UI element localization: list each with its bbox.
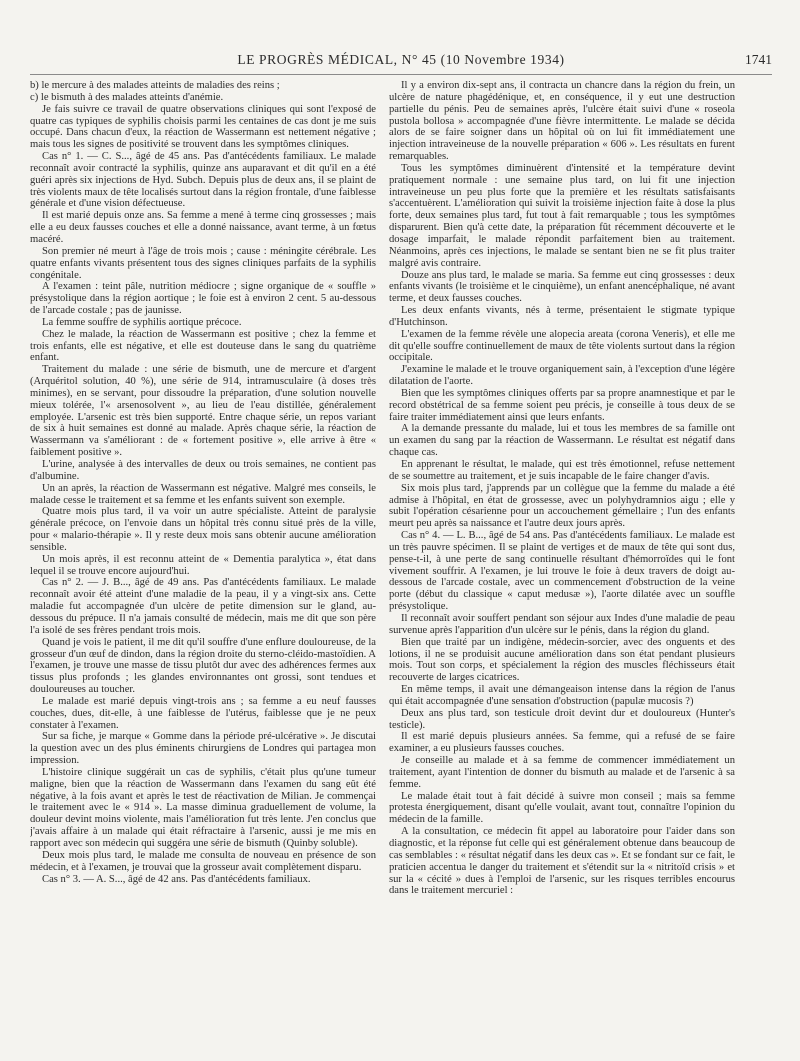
paragraph: A la consultation, ce médecin fit appel au laboratoire pour l'aider dans son diagnostic, et la réponse fut celle qui est généralement obtenue dans beaucoup de cas semblables : « résultat négatif dans les deux cas ». Et se fondant sur ce fait, le praticien accentua le danger du traitement et s'étendit sur la « nitritoïd crisis » et sur la « cécité » dues à l'emploi de l'arsenic, sur les risques terribles encourus dans le traitement mercuriel : (389, 826, 735, 897)
case-2-paragraph: Cas n° 2. — J. B..., âgé de 49 ans. Pas d'antécédents familiaux. Le malade reconnaît avoir été atteint d'une maladie de la peau, il y a vingt-six ans. Cette maladie fut accompagnée d'un ulcère de petite dimension sur le gland, au-dessous du prépuce. Il n'a jamais consulté de médecin, mais me dit que son père l'a isolé de ses frères pendant trois mois. (30, 577, 376, 636)
paragraph: Le malade est marié depuis vingt-trois ans ; sa femme a eu neuf fausses couches, dues, dit-elle, à une faiblesse de l'utérus, faiblesse que je ne peux constater à l'examen. (30, 695, 376, 731)
paragraph: Les deux enfants vivants, nés à terme, présentaient le stigmate typique d'Hutchinson. (389, 305, 735, 328)
paragraph: Chez le malade, la réaction de Wassermann est positive ; chez la femme et trois enfants, elle est négative, et elle est douteuse dans le sang du quatrième enfant. (30, 328, 376, 364)
paragraph: Son premier né meurt à l'âge de trois mois ; cause : méningite cérébrale. Les quatre enfants vivants présentent tous des signes cliniques parfaits de la syphilis congénitale. (30, 245, 376, 281)
paragraph: Il y a environ dix-sept ans, il contracta un chancre dans la région du frein, un ulcère de nature phagédénique, et, en conséquence, il y eut une destruction partielle du pénis. Peu de semaines après, l'ulcère était suivi d'une « roseola pustola bollosa » accompagnée d'une fièvre intermittente. Le malade se décida alors de se faire soigner dans un hôpital où on lui fit immédiatement une injection intraveineuse de la nouvelle préparation « 606 ». Les résultats en furent remarquables. (389, 80, 735, 163)
paragraph: En apprenant le résultat, le malade, qui est très émotionnel, refuse nettement de se soumettre au traitement, et je suis incapable de le faire changer d'avis. (389, 459, 735, 482)
case-4-paragraph: Cas n° 4. — L. B..., âgé de 54 ans. Pas d'antécédents familiaux. Le malade est un très pauvre spécimen. Il se plaint de vertiges et de maux de tête qui sont dus, pense-t-il, à une perte de sang continuelle résultant d'hémorroïdes qui le font vivement souffrir. A l'examen, je lui trouve le foie à deux travers de doigt au-dessous de l'arcade costale, avec un commencement d'obstruction de la veine porte (début du classique « caput medusæ »), l'aorte dilatée avec un souffle présystolique. (389, 530, 735, 613)
paragraph: L'urine, analysée à des intervalles de deux ou trois semaines, ne contient pas d'albumine. (30, 459, 376, 482)
paragraph: Quand je vois le patient, il me dit qu'il souffre d'une enflure douloureuse, de la grosseur d'un œuf de dindon, dans la région droite du sterno-cléido-mastoïdien. A l'examen, je trouve une masse de tissu plutôt dur avec des adhérences fermes aux tissus plus profonds ; les glandes environnantes ont grossi, sont tendues et douloureuses au toucher. (30, 636, 376, 696)
paragraph: Un mois après, il est reconnu atteint de « Dementia paralytica », état dans lequel il se trouve encore aujourd'hui. (30, 553, 376, 577)
paragraph: Le malade était tout à fait décidé à suivre mon conseil ; mais sa femme protesta énergiquement, disant qu'elle voulait, avant tout, connaître l'opinion du médecin de la famille. (389, 790, 735, 826)
paragraph: b) le mercure à des malades atteints de maladies des reins ; (30, 80, 280, 91)
running-header (30, 50, 772, 72)
paragraph: A l'examen : teint pâle, nutrition médiocre ; signe organique de « souffle » présystolique dans la région aortique ; le foie est à environ 2 cent. 5 au-dessous de l'arcade costale ; pas de jaunisse. (30, 281, 376, 317)
case-1-paragraph: Cas n° 1. — C. S..., âgé de 45 ans. Pas d'antécédents familiaux. Le malade reconnaît avoir contracté la syphilis, quinze ans auparavant et dit qu'il en a été guéri après six injections de Hyd. Subch. Depuis plus de deux ans, il se plaint de très violents maux de tête localisés surtout dans la région frontale, d'une faiblesse générale et d'une vision défectueuse. (30, 151, 376, 210)
paragraph: Il reconnaît avoir souffert pendant son séjour aux Indes d'une maladie de peau survenue après l'apparition d'un ulcère sur le pénis, dans la région du gland. (389, 612, 735, 636)
paragraph: Traitement du malade : une série de bismuth, une de mercure et d'argent (Arquéritol solution, 40 %), une série de 914, intramusculaire (à doses très minimes), en se servant, pour dissoudre la préparation, d'une solution nouvelle mieux tolérée, l'« arsenosolvent », au lieu de l'eau distillée, généralement employée. L'arsenic est très bien supporté. Entre chaque série, un repos variant de six à huit semaines est donné au malade. Après chaque série, la réaction de Wassermann va s'améliorant : de « fortement positive », elle arrive à être « faiblement positive ». (30, 364, 376, 459)
paragraph: c) le bismuth à des malades atteints d'anémie. (30, 91, 224, 103)
paragraph: Un an après, la réaction de Wassermann est négative. Malgré mes conseils, le malade cesse le traitement et sa femme et les enfants suivent son exemple. (30, 482, 376, 506)
paragraph: En même temps, il avait une démangeaison intense dans la région de l'anus qui était accompagnée d'une sensation d'obstruction (papulæ mucosis ?) (389, 684, 735, 707)
paragraph: Deux ans plus tard, son testicule droit devint dur et douloureux (Hunter's testicle). (389, 707, 735, 731)
paragraph: A la demande pressante du malade, lui et tous les membres de sa famille ont un examen du sang par la réaction de Wassermann. Le résultat est négatif dans chaque cas. (389, 423, 735, 459)
paragraph: Tous les symptômes diminuèrent d'intensité et la température devint pratiquement normale : une semaine plus tard, on lui fit une injection intraveineuse un peu plus forte que la première et les résultats satisfaisants s'accentuèrent. L'amélioration qui suivit la troisième injection faite à dose la plus forte, deux semaines plus tard, fut tout à fait remarquable ; tous les symptômes disparurent. Bien qu'à cette date, la préparation fût récemment découverte et le dosage imparfait, le malade répondit parfaitement bien au traitement. Néanmoins, après ces injections, le malade se sentant bien ne se fit plus traiter malgré avis contraire. (389, 162, 735, 269)
right-column (389, 80, 735, 1050)
paragraph: L'examen de la femme révèle une alopecia areata (corona Veneris), et elle me dit qu'elle souffre continuellement de maux de tête violents surtout dans la région occipitale. (389, 328, 735, 364)
paragraph: Douze ans plus tard, le malade se maria. Sa femme eut cinq grossesses : deux enfants vivants (le troisième et le cinquième), un enfant anencéphalique, né avant terme, et deux fausses couches. (389, 269, 735, 305)
paragraph: Six mois plus tard, j'apprends par un collègue que la femme du malade a été admise à l'hôpital, en état de grossesse, avec un polyhydramnios aigu ; elle y subit l'opération césarienne pour un accouchement gémellaire ; l'un des enfants meurt peu après sa naissance et l'autre deux jours après. (389, 482, 735, 530)
case-3-paragraph: Cas n° 3. — A. S..., âgé de 42 ans. Pas d'antécédents familiaux. (42, 873, 311, 885)
paragraph: Je fais suivre ce travail de quatre observations cliniques qui sont l'exposé de quatre cas typiques de syphilis choisis parmi les centaines de cas dont je me suis occupé. Dans chacun d'eux, la réaction de Wassermann est nettement négative ; mais tous les signes de positivité se trouvent dans les symptômes cliniques. (30, 103, 376, 151)
paragraph: L'histoire clinique suggérait un cas de syphilis, c'était plus qu'une tumeur maligne, bien que la réaction de Wassermann dans l'examen du sang eût été négative, à la fois avant et après le test de réactivation de Milian. Je commençai le traitement avec le « 914 ». La masse diminua graduellement de volume, la douleur devint moins violente, mais l'amélioration fut très lente. J'en conclus que j'avais affaire à un malade qui était réfractaire à l'arsenic, aussi je me mis en rapport avec son médecin qui suggéra une série de bismuth (Quinby soluble). (30, 766, 376, 849)
paragraph: Bien que traité par un indigène, médecin-sorcier, avec des onguents et des lotions, il ne se produisit aucune amélioration dans son état pendant plusieurs mois. Tout son corps, et spécialement la région des muscles fléchisseurs était recouverte de larges cicatrices. (389, 636, 735, 684)
left-column (30, 80, 376, 1050)
paragraph: Sur sa fiche, je marque « Gomme dans la période pré-ulcérative ». Je discutai la question avec un des plus éminents chirurgiens de Londres qui partagea mon impression. (30, 731, 376, 767)
paragraph: Il est marié depuis plusieurs années. Sa femme, qui a refusé de se faire examiner, a eu plusieurs fausses couches. (389, 731, 735, 755)
page-number: 1741 (745, 52, 772, 67)
paragraph: Il est marié depuis onze ans. Sa femme a mené à terme cinq grossesses ; mais elle a eu deux fausses couches et elle a donné naissance, avant terme, à un fœtus macéré. (30, 210, 376, 245)
paragraph: Deux mois plus tard, le malade me consulta de nouveau en présence de son médecin, et à l'examen, je trouvai que la grosseur avait complètement disparu. (30, 849, 376, 873)
paragraph: Je conseille au malade et à sa femme de commencer immédiatement un traitement, ayant l'intention de donner du bismuth au malade et de l'arsenic à sa femme. (389, 755, 735, 790)
journal-title: LE PROGRÈS MÉDICAL, N° 45 (10 Novembre 1934) (237, 52, 565, 67)
header-rule (30, 74, 772, 75)
paragraph: J'examine le malade et le trouve organiquement sain, à l'exception d'une légère dilatation de l'aorte. (389, 364, 735, 388)
paragraph: Bien que les symptômes cliniques offerts par sa propre anamnestique et par le record obstétrical de sa femme soient peu précis, je conseille à tous deux de se faire traiter immédiatement ainsi que leurs enfants. (389, 387, 735, 423)
paragraph: La femme souffre de syphilis aortique précoce. (42, 316, 242, 328)
paragraph: Quatre mois plus tard, il va voir un autre spécialiste. Atteint de paralysie générale précoce, on l'envoie dans un hôpital très connu situé près de la ville, pour « malario-thérapie ». Il y reste deux mois sans obtenir aucune amélioration sensible. (30, 506, 376, 553)
